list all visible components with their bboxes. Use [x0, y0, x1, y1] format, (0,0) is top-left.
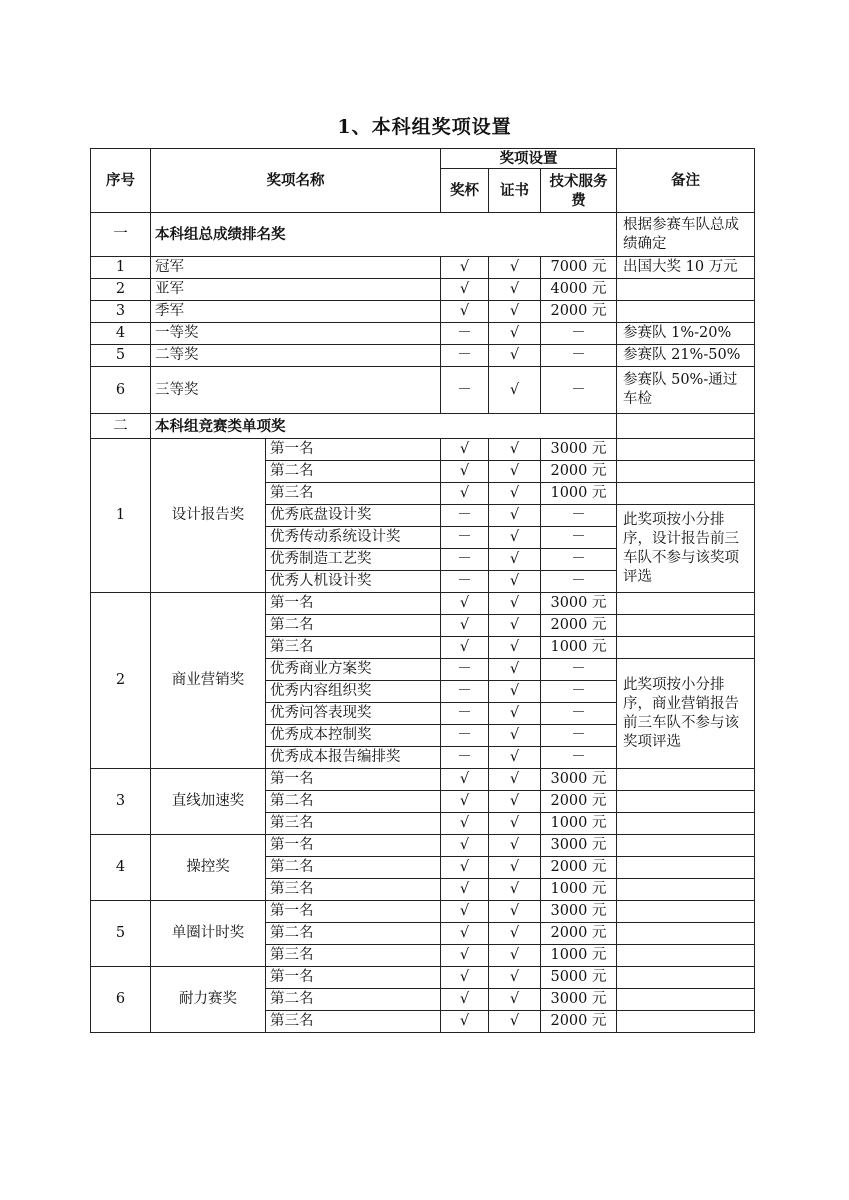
cup-cell: √: [441, 813, 489, 835]
fee-cell: 2000 元: [541, 1011, 617, 1033]
header-cup: 奖杯: [441, 169, 489, 213]
remark-cell: [617, 989, 755, 1011]
award-name-cell: 第二名: [266, 857, 441, 879]
cup-cell: －: [441, 571, 489, 593]
group-name-cell: 耐力赛奖: [151, 967, 266, 1033]
fee-cell: 1000 元: [541, 879, 617, 901]
remark-cell: 此奖项按小分排序，设计报告前三车队不参与该奖项评选: [617, 505, 755, 593]
header-fee: 技术服务费: [541, 169, 617, 213]
certificate-cell: √: [489, 323, 541, 345]
seq-cell: 6: [91, 367, 151, 414]
fee-cell: 3000 元: [541, 835, 617, 857]
cup-cell: √: [441, 857, 489, 879]
group-seq-cell: 2: [91, 593, 151, 769]
table-row: [91, 257, 755, 279]
certificate-cell: √: [489, 593, 541, 615]
award-name-cell: 季军: [151, 301, 441, 323]
table-row: [91, 835, 755, 857]
cup-cell: √: [441, 301, 489, 323]
fee-cell: 2000 元: [541, 615, 617, 637]
header-row: [91, 149, 755, 169]
group-name-cell: 直线加速奖: [151, 769, 266, 835]
award-name-cell: 优秀传动系统设计奖: [266, 527, 441, 549]
section-number: 一: [91, 213, 151, 257]
fee-cell: －: [541, 747, 617, 769]
award-name-cell: 第二名: [266, 923, 441, 945]
remark-cell: [617, 1011, 755, 1033]
cup-cell: －: [441, 725, 489, 747]
fee-cell: 1000 元: [541, 483, 617, 505]
award-name-cell: 优秀内容组织奖: [266, 681, 441, 703]
remark-cell: 参赛队 1%-20%: [617, 323, 755, 345]
table-row: [91, 901, 755, 923]
section-title: 本科组竞赛类单项奖: [151, 414, 617, 439]
cup-cell: －: [441, 505, 489, 527]
header-remark: 备注: [617, 149, 755, 213]
cup-cell: －: [441, 367, 489, 414]
fee-cell: －: [541, 725, 617, 747]
remark-cell: 出国大奖 10 万元: [617, 257, 755, 279]
remark-cell: [617, 835, 755, 857]
table-row: [91, 279, 755, 301]
cup-cell: √: [441, 439, 489, 461]
group-name-cell: 商业营销奖: [151, 593, 266, 769]
award-name-cell: 优秀底盘设计奖: [266, 505, 441, 527]
header-cert: 证书: [489, 169, 541, 213]
certificate-cell: √: [489, 901, 541, 923]
fee-cell: 3000 元: [541, 989, 617, 1011]
fee-cell: －: [541, 681, 617, 703]
fee-cell: －: [541, 549, 617, 571]
cup-cell: √: [441, 615, 489, 637]
fee-cell: －: [541, 703, 617, 725]
certificate-cell: √: [489, 1011, 541, 1033]
remark-cell: [617, 769, 755, 791]
cup-cell: －: [441, 323, 489, 345]
table-row: [91, 967, 755, 989]
award-name-cell: 第三名: [266, 813, 441, 835]
certificate-cell: √: [489, 527, 541, 549]
group-seq-cell: 3: [91, 769, 151, 835]
award-name-cell: 第一名: [266, 967, 441, 989]
award-name-cell: 第三名: [266, 483, 441, 505]
fee-cell: 1000 元: [541, 637, 617, 659]
fee-cell: 3000 元: [541, 901, 617, 923]
cup-cell: √: [441, 769, 489, 791]
certificate-cell: √: [489, 857, 541, 879]
cup-cell: √: [441, 593, 489, 615]
group-name-cell: 操控奖: [151, 835, 266, 901]
award-name-cell: 一等奖: [151, 323, 441, 345]
remark-cell: [617, 967, 755, 989]
award-name-cell: 第二名: [266, 791, 441, 813]
remark-cell: [617, 615, 755, 637]
certificate-cell: √: [489, 967, 541, 989]
group-seq-cell: 6: [91, 967, 151, 1033]
award-name-cell: 优秀商业方案奖: [266, 659, 441, 681]
cup-cell: √: [441, 257, 489, 279]
cup-cell: √: [441, 835, 489, 857]
header-setting: 奖项设置: [441, 149, 617, 169]
section-title: 本科组总成绩排名奖: [151, 213, 617, 257]
fee-cell: －: [541, 505, 617, 527]
certificate-cell: √: [489, 703, 541, 725]
remark-cell: 此奖项按小分排序，商业营销报告前三车队不参与该奖项评选: [617, 659, 755, 769]
cup-cell: √: [441, 945, 489, 967]
remark-cell: [617, 279, 755, 301]
seq-cell: 1: [91, 257, 151, 279]
fee-cell: 2000 元: [541, 301, 617, 323]
fee-cell: 2000 元: [541, 461, 617, 483]
remark-cell: [617, 301, 755, 323]
certificate-cell: √: [489, 483, 541, 505]
fee-cell: 2000 元: [541, 923, 617, 945]
award-name-cell: 优秀制造工艺奖: [266, 549, 441, 571]
certificate-cell: √: [489, 725, 541, 747]
remark-cell: [617, 637, 755, 659]
seq-cell: 4: [91, 323, 151, 345]
table-row: [91, 439, 755, 461]
cup-cell: √: [441, 791, 489, 813]
certificate-cell: √: [489, 345, 541, 367]
remark-cell: [617, 901, 755, 923]
cup-cell: √: [441, 279, 489, 301]
table-row: [91, 323, 755, 345]
certificate-cell: √: [489, 549, 541, 571]
certificate-cell: √: [489, 989, 541, 1011]
remark-cell: [617, 879, 755, 901]
header-seq: 序号: [91, 149, 151, 213]
certificate-cell: √: [489, 747, 541, 769]
certificate-cell: √: [489, 879, 541, 901]
cup-cell: －: [441, 747, 489, 769]
table-row: [91, 345, 755, 367]
award-name-cell: 第一名: [266, 901, 441, 923]
section-row: [91, 414, 755, 439]
fee-cell: 7000 元: [541, 257, 617, 279]
award-name-cell: 优秀成本报告编排奖: [266, 747, 441, 769]
seq-cell: 5: [91, 345, 151, 367]
table-row: [91, 367, 755, 414]
group-seq-cell: 1: [91, 439, 151, 593]
award-name-cell: 亚军: [151, 279, 441, 301]
group-seq-cell: 4: [91, 835, 151, 901]
certificate-cell: √: [489, 637, 541, 659]
award-name-cell: 第二名: [266, 989, 441, 1011]
remark-cell: [617, 813, 755, 835]
remark-cell: 根据参赛车队总成绩确定: [617, 213, 755, 257]
certificate-cell: √: [489, 791, 541, 813]
certificate-cell: √: [489, 439, 541, 461]
fee-cell: －: [541, 345, 617, 367]
remark-cell: [617, 791, 755, 813]
fee-cell: 2000 元: [541, 857, 617, 879]
cup-cell: √: [441, 923, 489, 945]
cup-cell: √: [441, 461, 489, 483]
certificate-cell: √: [489, 571, 541, 593]
certificate-cell: √: [489, 279, 541, 301]
cup-cell: √: [441, 989, 489, 1011]
award-name-cell: 第二名: [266, 461, 441, 483]
award-name-cell: 第三名: [266, 945, 441, 967]
award-name-cell: 第三名: [266, 879, 441, 901]
cup-cell: －: [441, 527, 489, 549]
certificate-cell: √: [489, 659, 541, 681]
remark-cell: [617, 483, 755, 505]
fee-cell: －: [541, 659, 617, 681]
fee-cell: －: [541, 367, 617, 414]
awards-table: [90, 148, 755, 1033]
fee-cell: －: [541, 323, 617, 345]
award-name-cell: 第二名: [266, 615, 441, 637]
award-name-cell: 优秀成本控制奖: [266, 725, 441, 747]
fee-cell: 3000 元: [541, 593, 617, 615]
seq-cell: 3: [91, 301, 151, 323]
cup-cell: －: [441, 549, 489, 571]
award-name-cell: 第一名: [266, 835, 441, 857]
certificate-cell: √: [489, 835, 541, 857]
certificate-cell: √: [489, 681, 541, 703]
remark-cell: 参赛队 21%-50%: [617, 345, 755, 367]
certificate-cell: √: [489, 615, 541, 637]
remark-cell: [617, 439, 755, 461]
cup-cell: －: [441, 659, 489, 681]
cup-cell: －: [441, 703, 489, 725]
award-name-cell: 优秀问答表现奖: [266, 703, 441, 725]
award-name-cell: 第一名: [266, 439, 441, 461]
award-name-cell: 第三名: [266, 1011, 441, 1033]
certificate-cell: √: [489, 923, 541, 945]
seq-cell: 2: [91, 279, 151, 301]
remark-cell: [617, 414, 755, 439]
fee-cell: 3000 元: [541, 769, 617, 791]
cup-cell: √: [441, 483, 489, 505]
remark-cell: [617, 923, 755, 945]
cup-cell: √: [441, 637, 489, 659]
certificate-cell: √: [489, 813, 541, 835]
cup-cell: －: [441, 345, 489, 367]
cup-cell: √: [441, 879, 489, 901]
fee-cell: －: [541, 527, 617, 549]
certificate-cell: √: [489, 257, 541, 279]
cup-cell: √: [441, 901, 489, 923]
award-name-cell: 三等奖: [151, 367, 441, 414]
award-name-cell: 第三名: [266, 637, 441, 659]
group-name-cell: 设计报告奖: [151, 439, 266, 593]
remark-cell: [617, 945, 755, 967]
certificate-cell: √: [489, 945, 541, 967]
certificate-cell: √: [489, 367, 541, 414]
group-name-cell: 单圈计时奖: [151, 901, 266, 967]
fee-cell: 1000 元: [541, 813, 617, 835]
cup-cell: －: [441, 681, 489, 703]
remark-cell: [617, 461, 755, 483]
section-number: 二: [91, 414, 151, 439]
fee-cell: 2000 元: [541, 791, 617, 813]
award-name-cell: 优秀人机设计奖: [266, 571, 441, 593]
fee-cell: 3000 元: [541, 439, 617, 461]
table-row: [91, 301, 755, 323]
certificate-cell: √: [489, 769, 541, 791]
award-name-cell: 冠军: [151, 257, 441, 279]
certificate-cell: √: [489, 461, 541, 483]
award-name-cell: 二等奖: [151, 345, 441, 367]
remark-cell: 参赛队 50%-通过车检: [617, 367, 755, 414]
table-row: [91, 593, 755, 615]
award-name-cell: 第一名: [266, 769, 441, 791]
table-row: [91, 769, 755, 791]
page-title: 1、本科组奖项设置: [337, 116, 512, 138]
fee-cell: －: [541, 571, 617, 593]
header-name: 奖项名称: [151, 149, 441, 213]
cup-cell: √: [441, 967, 489, 989]
section-row: [91, 213, 755, 257]
fee-cell: 1000 元: [541, 945, 617, 967]
group-seq-cell: 5: [91, 901, 151, 967]
remark-cell: [617, 593, 755, 615]
fee-cell: 4000 元: [541, 279, 617, 301]
remark-cell: [617, 857, 755, 879]
certificate-cell: √: [489, 505, 541, 527]
certificate-cell: √: [489, 301, 541, 323]
award-name-cell: 第一名: [266, 593, 441, 615]
cup-cell: √: [441, 1011, 489, 1033]
fee-cell: 5000 元: [541, 967, 617, 989]
